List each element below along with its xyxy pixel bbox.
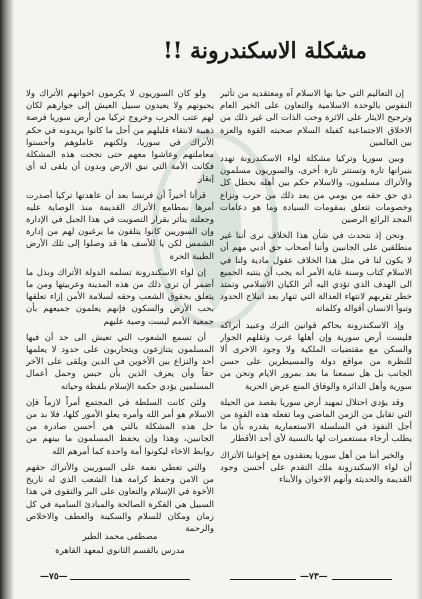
author-name: مصطفى محمد الطير: [82, 532, 158, 542]
paragraph: ولو كان السوريون لا يكرمون اخوانهم الأتراك ولا يحبونهم ولا يعيدون سبيل العيش إلى جوارهم لكان لهم عتب الحرب وخروج تركيا من أرض سوريا فرصة ذهبية لانتقاء قليلهم من أجل ما كانوا يريدونه في حكم الأتراك في سوريا، ولكنهم عاملوهم وأحسنوا معاملتهم وعاشوا معهم حتى نجحت هذه المشكلة فكانت الأمة التي نبق الارض وبدون أن يلقى له أي إيقار: [26, 89, 214, 185]
paragraph: وقد يؤدي احتلال تمهيد أرض سوريا بقصد من الحيلة التي تقابل من الزمن الماضي وما تفعله هذه القوة من أجل النفوذ في السلسلة الاستعمارية يقدره بأن ما يطلب أرجاء مستعمرات لها بالنسبة لأي أحد الأقطار: [220, 397, 412, 445]
paragraph: قرأنا أخيراً أن فرنسا بعد أن عاهدتها تركيا أصدرت أمرها بمطامع الأتراك القديمة منذ الوصاية عليه وجعلته يتأثر بقرار التصويت في هذا الجبل في الإدارة وإن السوريين كانوا يتلقون ما يرغبون لهم من إدارة الشمس لكن يا للأسف ها قد وصلوا إلى تلك الأرض الطيبة الحرة: [26, 190, 214, 262]
scan-shadow-right: [416, 0, 422, 599]
author-role: مدرس بالقسم الثانوي لمعهد القاهرة: [55, 546, 185, 556]
paragraph: والخير أننا من أهل سوريا يعتقدون مع إخواننا الأتراك أن لواء الاسكندرونة ملك التقدم على أحسن وجود القديمة والحديثة وأنهم الاخوان والأبناء: [220, 450, 412, 486]
page-number-left: —٧٥—: [40, 572, 68, 582]
paragraph: وبين سوريا وتركيا مشكلة لواء الاسكندرونة تهدد بنيرانها تارة وتستتر تارة أخرى، والسوريون مسلمون والأتراك مسلمون، والاسلام حكم بين أهله بحطل كل ذي حق حقه من يومي من بعد ذلك من حرب ونزاع وخصومات تتعلق بمقومات السيادة وما هو دعامات المجد الرائع الرصين: [220, 154, 412, 226]
right-text-column: [220, 88, 412, 558]
paragraph: والتي تعطي نعمة على السوريين والأتراك حقهم من الامن وحفظ كرامة هذا الشعب الذي له تاريخ الأخوة في الإسلام والتعاون على البر والتقوى في هذا السبيل هي الفكرة الصالحة والمبادئ السامية في كل زمان ومكان للسلام والسكينة والعطف والاخلاص والرحمة: [26, 462, 214, 534]
paragraph: أن تسمع الشعوب التي تعيش الى حد أن فيها المسلمون يتنازعون ويتحاربون على حدود لا يعلمها أحد والنزاع بين الأخوين في الدين ويلقى على الآخر حقاً وأن يعرف الذين بأن حبس وحمل أعمال المسلمين يؤدي حكمة الإسلام بلفظة وحياته: [26, 332, 214, 392]
footer-rule-right-2: [332, 579, 392, 580]
footer-rule-right: [230, 579, 296, 580]
footer-rule-left: [70, 579, 190, 580]
paragraph: وإذ الاسكندرونة بحاكم قوانين الترك وعبيد أتراكه فليست أرض سورية وإن أهلها عرب وثقلهم الجوار والسكن مع مقتضيات الملكية ولا وجود الاخرى ألا للنظرة من مواقع دولة والمسيطرين على حسن الجانب بل هل سمعنا ما بعد بمرور الايام ونحن من سورية وأهل الدائرة والوفاق المنع عرض الحرية: [220, 320, 412, 392]
left-text-column: [26, 88, 214, 558]
article-title: مشكلة الاسكندرونة !!: [163, 38, 367, 64]
scan-shadow-left: [0, 0, 14, 599]
page-number-right: —٧٣—: [300, 572, 328, 582]
paragraph: إن لواء الاسكندرونة تسلمه الدولة الأتراك وبذل ما أضمر أن ترى ذلك من هذه المدينة وعربيتها ومن ما يتعلق بحقوق الشعب وحقه لسلامة الأمن إزاء تعلقها بحب الأرض والسكون فإنهم يعلمون جميعهم بأن جمعية الأمم ليست وصية عليهم: [26, 267, 214, 327]
paragraph: ونحن إذ نتحدث في شأن هذا الخلاف نرى أننا غير منطلقين على الجانبين وأننا أصحاب حق أدبي مهم أن لا يكون لنا في مثل هذا الخلاف عقول مادية ولنا في الاسلام كتاب وسنة غاية الأمر أنه يجب أن ينتبه الجميع الى الهدف الذي تؤدي اليه أثر الكيان الاسلامي وتمتد خطر تقربهم لانتهاء العدالة التي تنهار بعد انبلاج الحدود وتبوأ الانسان أقواله وكلماته: [220, 231, 412, 315]
paragraph: إن التعاليم التي حيا بها الاسلام آه ومعتقديه من تأثير النفوس بالوحدة الاسلامية والتعاون على الخير العام وترجيح الايثار على الاثرة وحب الذات الى غير ذلك من الاخلاق الاجتماعية كفيلة السلام صحبته القوة والعزة بين العالمين: [220, 89, 412, 148]
paragraph: ولئن كانت السلطة في المجتمع أمراً لازماً فإن الاسلام هو أمر الله وأمره يعلو الأمور كلها، فلا بد من حل هذه المشكلة بالتي هي أحسن صادرة من الجانبين، وهذا وإن يحفظ المسلمون ما بينهم من روابط الاخاء ليكونوا أمة واحدة كما أمرهم الله: [26, 397, 214, 457]
